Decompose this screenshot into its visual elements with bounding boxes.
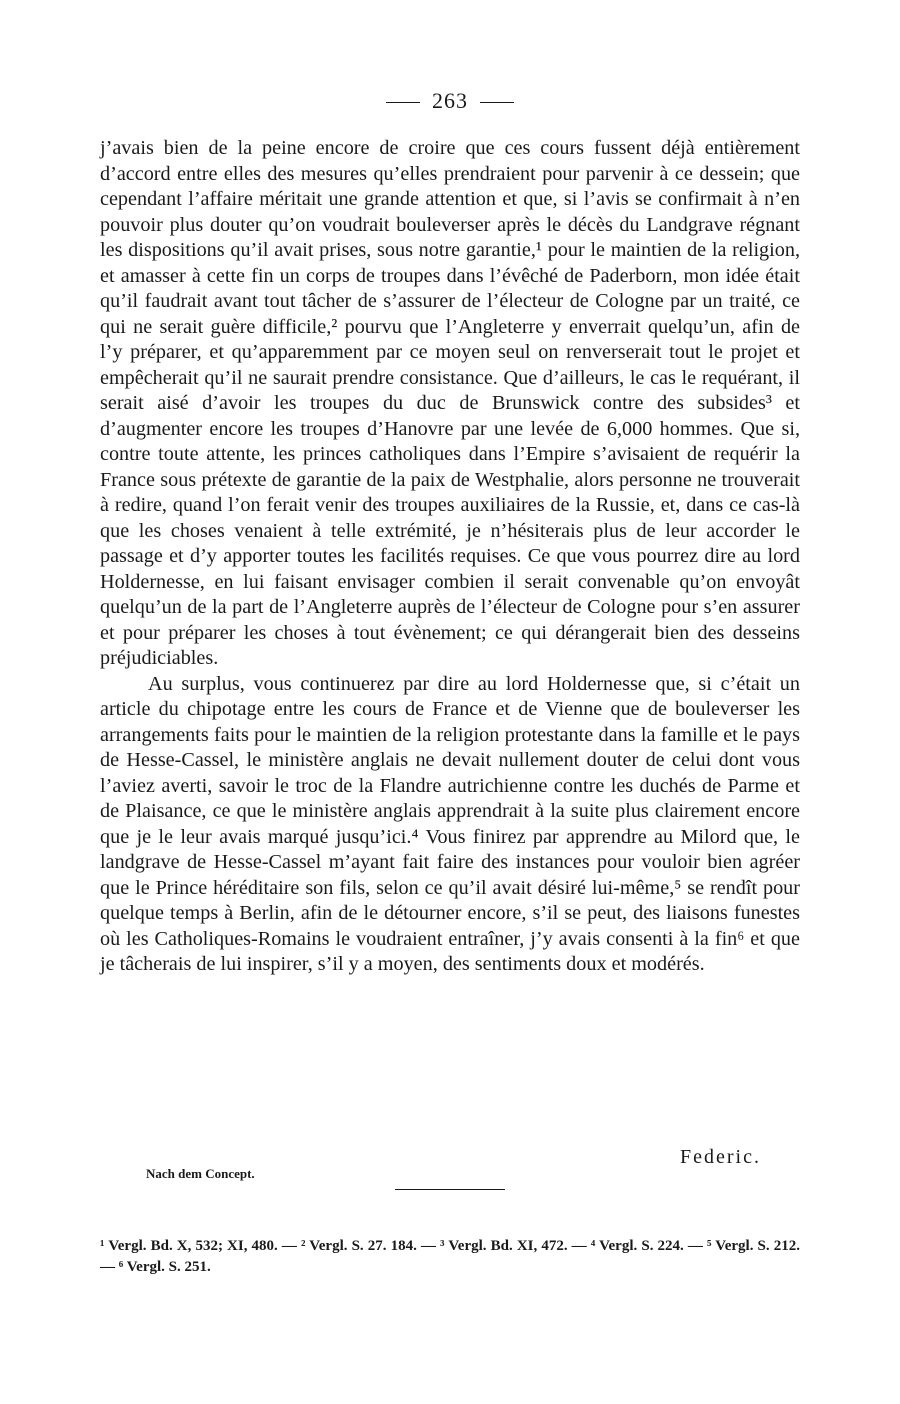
page-number-dash-left [386, 102, 420, 103]
page-number [0, 88, 900, 114]
page-number-dash-right [480, 102, 514, 103]
footnotes: ¹ Vergl. Bd. X, 532; XI, 480. — ² Vergl. S. 27. 184. — ³ Vergl. Bd. XI, 472. — ⁴ Vergl. S. 224. — ⁵ Vergl. S. 212. — ⁶ Vergl. S. 251. [100, 1238, 800, 1275]
paragraph-1: j’avais bien de la peine encore de croire que ces cours fussent déjà entièrement d’accord entre elles des mesures qu’elles prendraient pour parvenir à ce dessein; que cependant l’affaire méritait une grande attention et que, si l’avis se confirmait à n’en pouvoir plus douter qu’on voudrait bouleverser après le décès du Landgrave régnant les dispositions qu’il avait prises, sous notre garantie,¹ pour le maintien de la religion, et amasser à cette fin un corps de troupes dans l’évêché de Paderborn, mon idée était qu’il faudrait avant tout tâcher de s’assurer de l’électeur de Cologne par un traité, ce qui ne serait guère difficile,² pourvu que l’Angleterre y enverrait quelqu’un, afin de l’y préparer, et qu’apparemment par ce moyen seul on renverserait tout le projet et empêcherait qu’il ne saurait prendre consistance. Que d’ailleurs, le cas le requérant, il serait aisé d’avoir les troupes du duc de Brunswick contre des subsides³ et d’augmenter encore les troupes d’Hanovre par une levée de 6,000 hommes. Que si, contre toute attente, les princes catholiques dans l’Empire s’avisaient de requérir la France sous prétexte de garantie de la paix de Westphalie, alors personne ne trouverait à redire, quand l’on ferait venir des troupes auxiliaires de la Russie, et, dans ce cas-là que les choses venaient à telle extrémité, je n’hésiterais plus de leur accorder le passage et d’y apporter toutes les facilités requises. Ce que vous pourrez dire au lord Holdernesse, en lui faisant envisager combien il serait convenable qu’on envoyât quelqu’un de la part de l’Angleterre auprès de l’électeur de Cologne pour s’en assurer et pour préparer les choses à tout évènement; ce qui dérangerait bien des desseins préjudiciables. [100, 137, 800, 669]
page-number-text: 263 [432, 88, 468, 113]
source-note: Nach dem Concept. [146, 1166, 255, 1181]
signature: Federic. [680, 1146, 761, 1168]
body-text [100, 136, 800, 978]
paragraph-2: Au surplus, vous continuerez par dire au lord Holdernesse que, si c’était un article du chipotage entre les cours de France et de Vienne que de bouleverser les arrangements faits pour le maintien de la religion protestante dans la famille et le pays de Hesse-Cassel, le ministère anglais ne devait nullement douter de celui dont vous l’aviez averti, savoir le troc de la Flandre autrichienne contre les duchés de Parme et de Plaisance, ce que le ministère anglais apprendrait à la suite plus clairement encore que je le leur avais marqué jusqu’ici.⁴ Vous finirez par apprendre au Milord que, le landgrave de Hesse-Cassel m’ayant fait faire des instances pour vouloir bien agréer que le Prince héréditaire son fils, selon ce qu’il avait désiré lui-même,⁵ se rendît pour quelque temps à Berlin, afin de le détourner encore, s’il se peut, des liaisons funestes où les Catholiques-Romains le voudraient entraîner, j’y avais consenti à la fin⁶ et que je tâcherais de lui inspirer, s’il y a moyen, des sentiments doux et modérés. [100, 672, 800, 975]
footnote-separator [395, 1189, 505, 1190]
